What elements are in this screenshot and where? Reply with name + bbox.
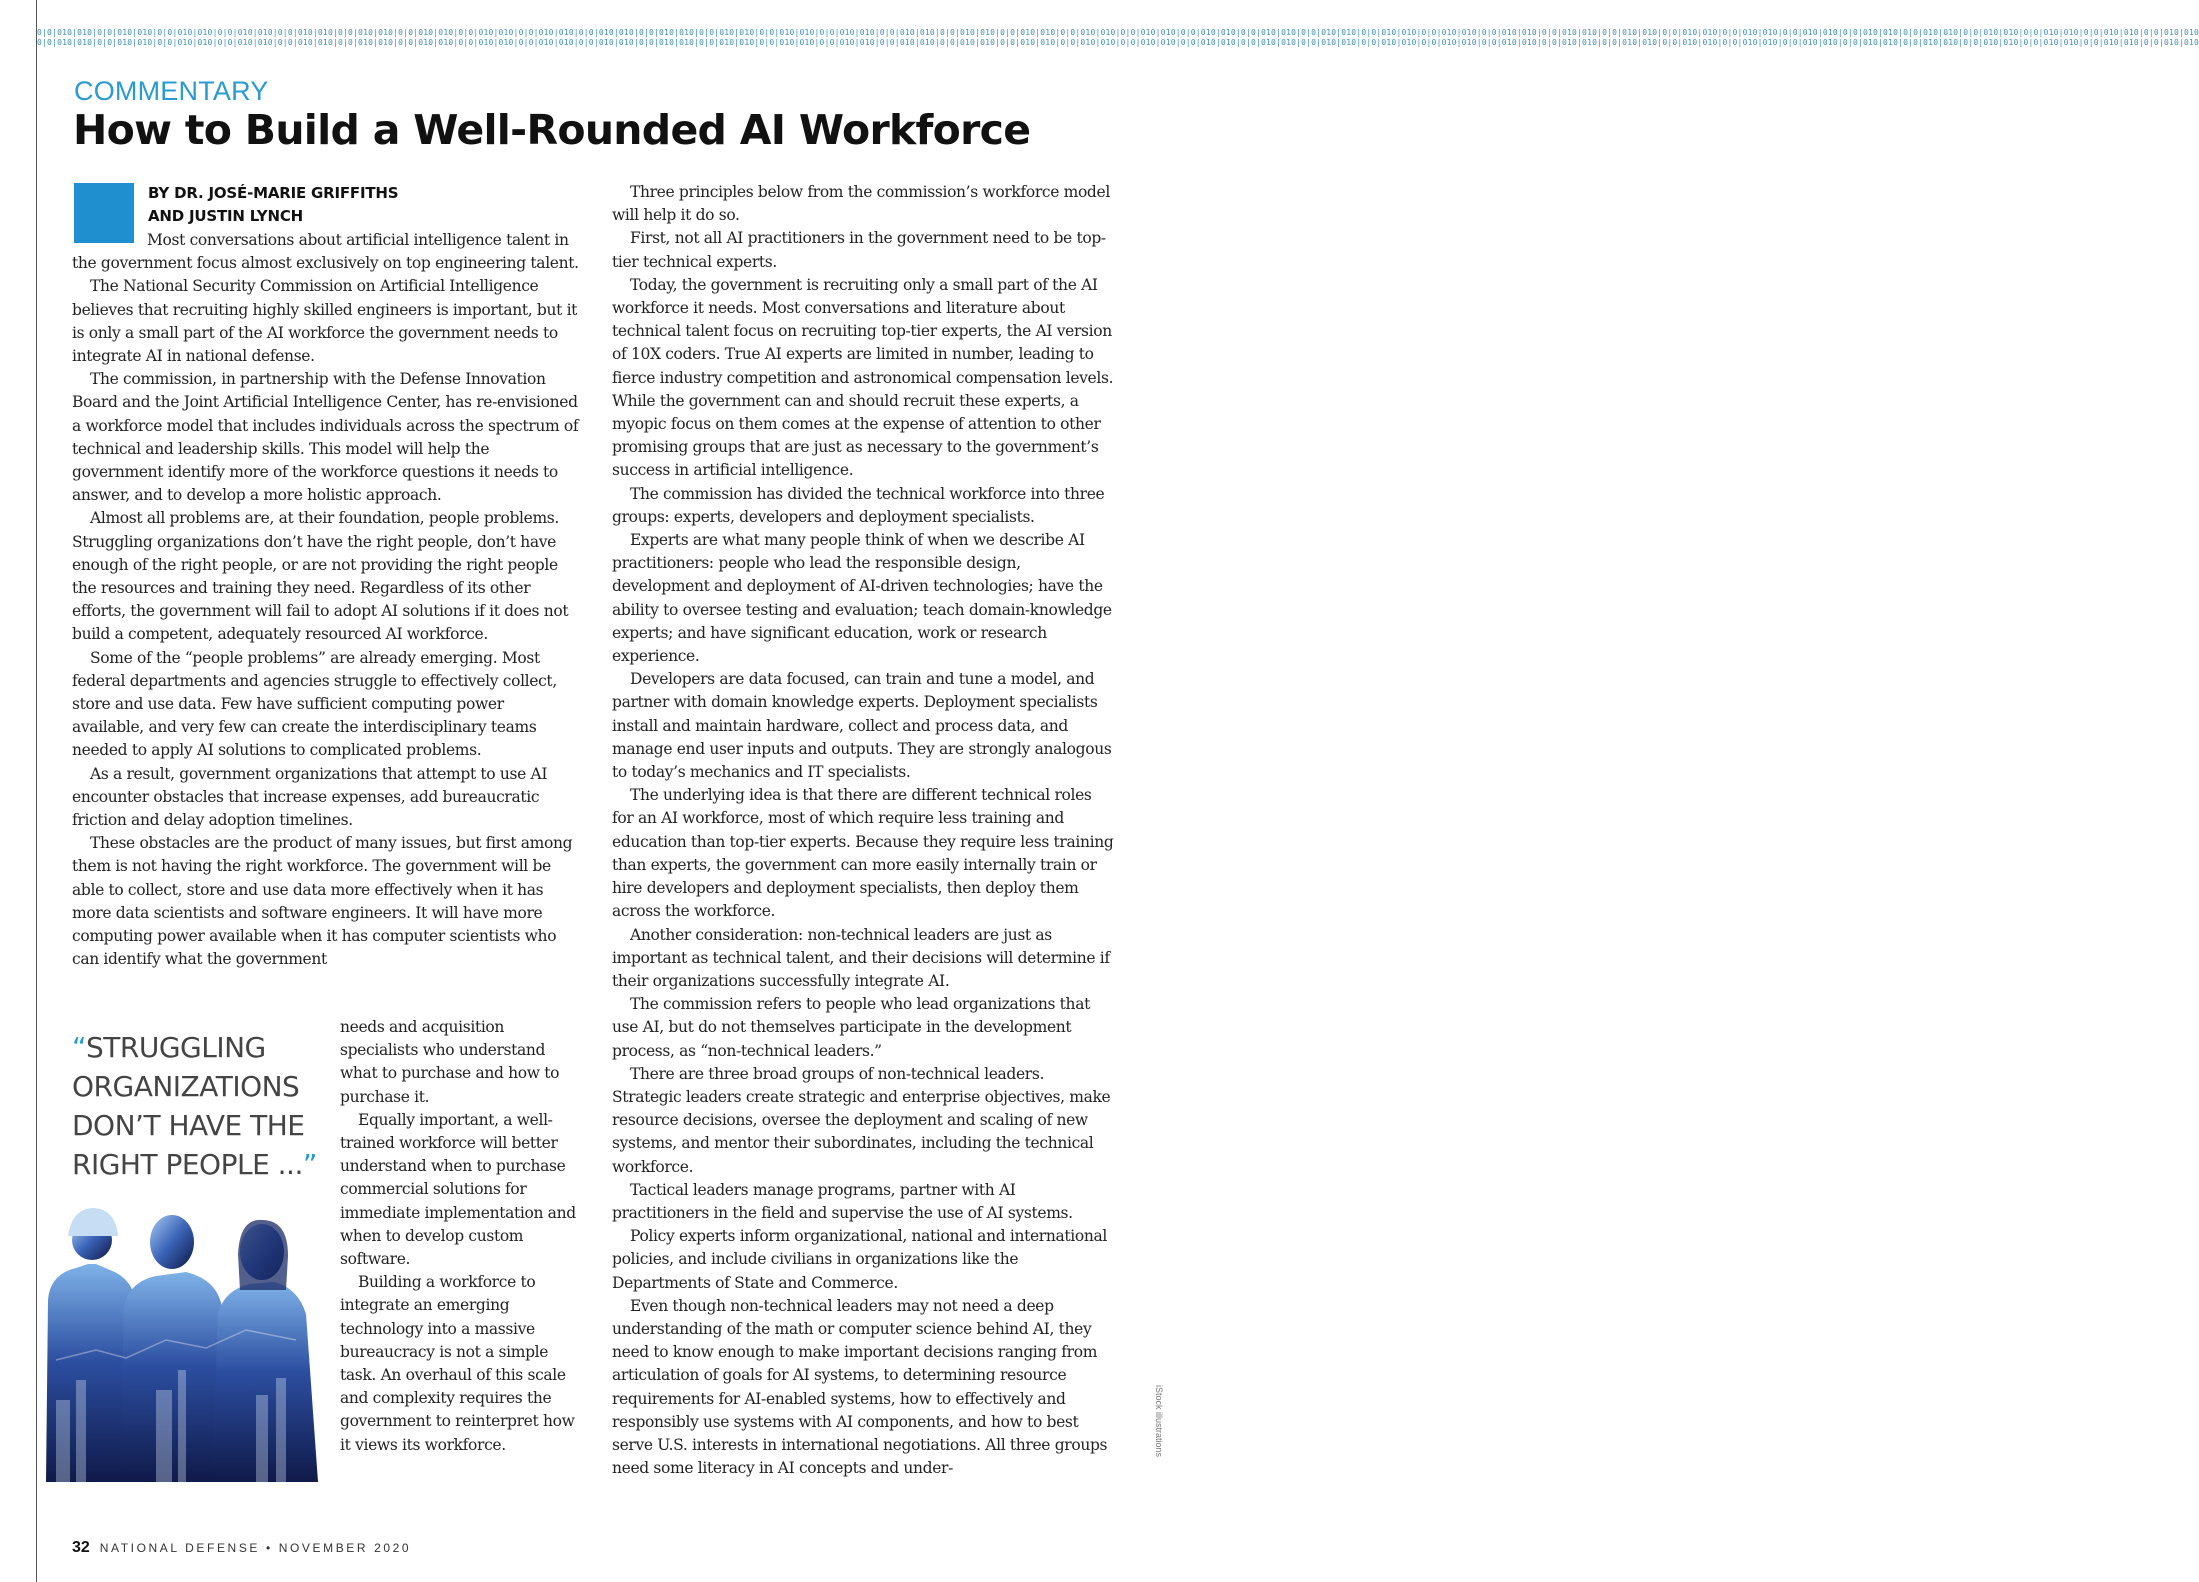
workforce-silhouettes-illustration xyxy=(36,1190,336,1482)
paragraph: The commission refers to people who lead organizations that use AI, but do not themselves participate in the development process, as “non-technical leaders.” xyxy=(612,995,1090,1060)
article-column-2 xyxy=(612,181,1117,1480)
byline-line-2: AND JUSTIN LYNCH xyxy=(148,206,303,225)
paragraph: Developers are data focused, can train and tune a model, and partner with domain knowledge experts. Deployment specialists install and maintain hardware, collect and process data, and manage end user inputs and outputs. They are strongly analogous to today’s mechanics and IT specialists. xyxy=(612,670,1112,782)
image-credit: iStock illustrations xyxy=(1154,1385,1164,1458)
section-kicker: COMMENTARY xyxy=(74,76,269,106)
paragraph: needs and acquisition specialists who understand what to purchase and how to purchase it. xyxy=(340,1018,560,1106)
page-footer xyxy=(72,1539,411,1557)
paragraph: There are three broad groups of non-technical leaders. Strategic leaders create strategic and enterprise objectives, make resource decisions, oversee the deployment and scaling of new systems, and mentor their subordinates, including the technical workforce. xyxy=(612,1064,1111,1176)
paragraph: Today, the government is recruiting only a small part of the AI workforce it needs. Most conversations and literature about technical talent focus on recruiting top-tier experts, the AI version of 10X coders. True AI experts are limited in number, leading to fierce industry competition and astronomical compensation levels. While the government can and should recruit these experts, a myopic focus on them comes at the expense of attention to other promising groups that are just as necessary to the government’s success in artificial intelligence. xyxy=(612,275,1114,480)
pull-quote-text: STRUGGLING ORGANIZATIONS DON’T HAVE THE RIGHT PEOPLE ... xyxy=(72,1031,305,1181)
pull-quote-open-mark: “ xyxy=(72,1031,87,1064)
article-column-1 xyxy=(72,229,580,972)
binary-strip-row-2: 0|0|010|010|0|0|010|010|0|0|010|010|0|0|010|010|0|0|010|010|0|0|010|010|0|0|010|010|0|0|010|010|0|0|010|010|0|0|010|010|0|0|010|010|0|0|010|010|0|0|010|010|0|0|010|010|0|0|010|010|0|0|010|010|0|0|010|010|0|0|010|010|0|0|010|010|0|0|010|010|0|0|010|010|0|0|010|010|0|0|010|010|0|0|010|010|0|0|010|010|0|0|010|010|0|0|010|010|0|0|010|010|0|0|010|010|0|0|010|010|0|0|010|010|0|0|010|010|0|0|010|010|0|0|010|010|0|0|010|010|0|0|010|010 xyxy=(37,38,2199,47)
paragraph: The underlying idea is that there are different technical roles for an AI workforce, most of which require less training and education than top-tier experts. Because they require less training than experts, the government can more easily internally train or hire developers and deployment specialists, then deploy them across the workforce. xyxy=(612,786,1114,921)
paragraph: First, not all AI practitioners in the government need to be top-tier technical experts. xyxy=(612,229,1106,271)
paragraph: The commission has divided the technical workforce into three groups: experts, developers and deployment specialists. xyxy=(612,484,1105,526)
pull-quote xyxy=(72,1028,332,1184)
paragraph: Another consideration: non-technical leaders are just as important as technical talent, and their decisions will determine if their organizations successfully integrate AI. xyxy=(612,925,1110,990)
article-column-1-lower xyxy=(340,1016,582,1457)
paragraph: Some of the “people problems” are already emerging. Most federal departments and agencies struggle to effectively collect, store and use data. Few have sufficient computing power available, and very few can create the interdisciplinary teams needed to apply AI solutions to complicated problems. xyxy=(72,648,557,760)
paragraph: Equally important, a well-trained workforce will better understand when to purchase commercial solutions for immediate implementation and when to develop custom software. xyxy=(340,1110,576,1269)
paragraph: The commission, in partnership with the Defense Innovation Board and the Joint Artificial Intelligence Center, has re-envisioned a workforce model that includes individuals across the spectrum of technical and leadership skills. This model will help the government identify more of the workforce questions it needs to answer, and to develop a more holistic approach. xyxy=(72,370,579,505)
binary-strip-row-1: 0|0|010|010|0|0|010|010|0|0|010|010|0|0|010|010|0|0|010|010|0|0|010|010|0|0|010|010|0|0|010|010|0|0|010|010|0|0|010|010|0|0|010|010|0|0|010|010|0|0|010|010|0|0|010|010|0|0|010|010|0|0|010|010|0|0|010|010|0|0|010|010|0|0|010|010|0|0|010|010|0|0|010|010|0|0|010|010|0|0|010|010|0|0|010|010|0|0|010|010|0|0|010|010|0|0|010|010|0|0|010|010|0|0|010|010|0|0|010|010|0|0|010|010|0|0|010|010|0|0|010|010|0|0|010|010|0|0|010|010|0|0|010|010 xyxy=(37,28,2199,37)
paragraph: Policy experts inform organizational, national and international policies, and include civilians in organizations like the Departments of State and Commerce. xyxy=(612,1227,1107,1292)
paragraph: The National Security Commission on Artificial Intelligence believes that recruiting highly skilled engineers is important, but it is only a small part of the AI workforce the government needs to integrate AI in national defense. xyxy=(72,277,578,366)
paragraph: Almost all problems are, at their foundation, people problems. Struggling organizations don’t have the right people, don’t have enough of the right people, or are not providing the right people the resources and training they need. Regardless of its other efforts, the government will fail to adopt AI solutions if it does not build a competent, adequately resourced AI workforce. xyxy=(72,509,569,644)
byline-line-1: BY DR. JOSÉ-MARIE GRIFFITHS xyxy=(148,184,399,202)
publication-line: NATIONAL DEFENSE • NOVEMBER 2020 xyxy=(99,1541,412,1555)
figure-man xyxy=(120,1215,226,1482)
paragraph: As a result, government organizations that attempt to use AI encounter obstacles that increase expenses, add bureaucratic friction and delay adoption timelines. xyxy=(72,764,548,830)
byline xyxy=(148,182,398,227)
paragraph: Experts are what many people think of when we describe AI practitioners: people who lead the responsible design, development and deployment of AI-driven technologies; have the ability to oversee testing and evaluation; teach domain-knowledge experts; and have significant education, work or research experience. xyxy=(612,531,1112,666)
binary-header-strip xyxy=(37,28,2199,48)
paragraph: Building a workforce to integrate an emerging technology into a massive bureaucracy is not a simple task. An overhaul of this scale and complexity requires the government to reinterpret how it views its workforce. xyxy=(340,1273,575,1454)
paragraph: Most conversations about artificial intelligence talent in the government focus almost exclusively on top engineering talent. xyxy=(72,231,579,273)
paragraph: Tactical leaders manage programs, partner with AI practitioners in the field and supervise the use of AI systems. xyxy=(612,1180,1073,1222)
article-headline: How to Build a Well-Rounded AI Workforce xyxy=(73,106,1031,154)
paragraph: Even though non-technical leaders may not need a deep understanding of the math or computer science behind AI, they need to know enough to make important decisions ranging from articulation of goals for AI systems, to determining resource requirements for AI-enabled systems, how to effectively and responsibly use systems with AI components, and how to best serve U.S. interests in international negotiations. All three groups need some literacy in AI concepts and under- xyxy=(612,1296,1108,1478)
paragraph: These obstacles are the product of many issues, but first among them is not having the right workforce. The government will be able to collect, store and use data more effectively when it has more data scientists and software engineers. It will have more computing power available when it has computer scientists who can identify what the government xyxy=(72,834,573,969)
pull-quote-close-mark: ” xyxy=(302,1148,317,1181)
page-number: 32 xyxy=(72,1539,90,1556)
paragraph: Three principles below from the commission’s workforce model will help it do so. xyxy=(612,183,1110,225)
